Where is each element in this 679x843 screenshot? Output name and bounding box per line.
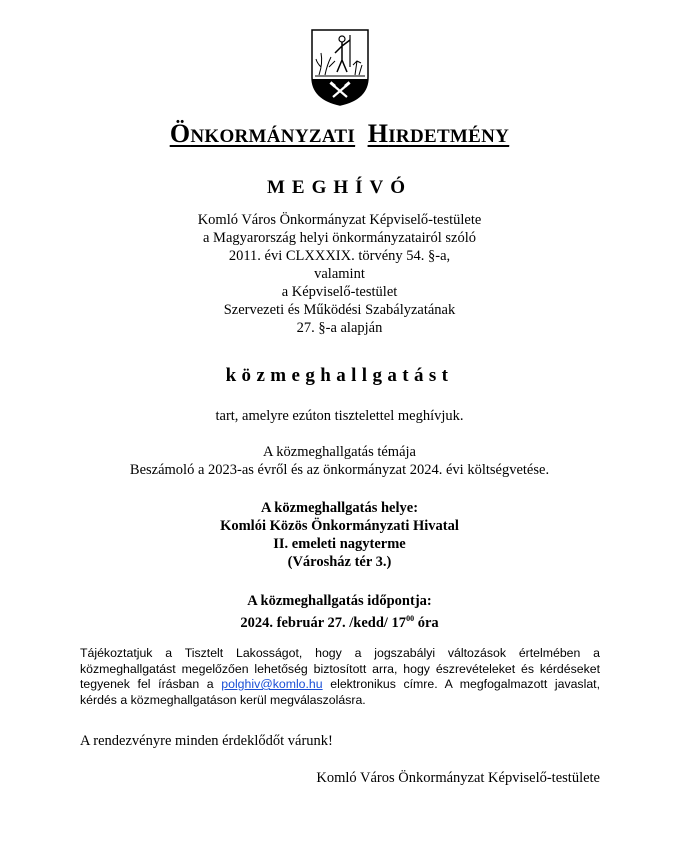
- komlo-coat-of-arms-icon: [309, 27, 371, 107]
- intro-line: a Magyarország helyi önkormányzatairól szóló: [203, 230, 476, 246]
- topic-block: [0, 443, 679, 479]
- location-line: (Városház tér 3.): [287, 554, 392, 570]
- public-hearing-heading: közmeghallgatást: [225, 365, 454, 386]
- intro-block: [0, 211, 679, 337]
- intro-line: a Képviselő-testület: [281, 284, 398, 300]
- time-value: 2024. február 27. /kedd/ $17^{00}$ óra: [240, 614, 439, 631]
- page-title: ÖNKORMÁNYZATI HIRDETMÉNY: [169, 119, 510, 148]
- intro-line: 2011. évi CLXXXIX. törvény 54. §-a,: [228, 248, 451, 264]
- topic-text: Beszámoló a 2023-as évről és az önkormányzat 2024. évi költségvetése.: [129, 462, 550, 478]
- time-heading: A közmeghallgatás időpontja:: [247, 593, 432, 609]
- intro-line: Szervezeti és Működési Szabályzatának: [223, 302, 456, 318]
- invite-line: A rendezvényre minden érdeklődőt várunk!: [80, 733, 333, 749]
- signature: Komló Város Önkormányzat Képviselő-testülete: [316, 770, 600, 786]
- topic-heading: A közmeghallgatás témája: [262, 444, 416, 460]
- location-line: Komlói Közös Önkormányzati Hivatal: [220, 518, 459, 534]
- location-block: [0, 499, 679, 571]
- intro-line: valamint: [314, 266, 365, 282]
- invitation-heading: MEGHÍVÓ: [266, 177, 413, 198]
- intro-line: 27. §-a alapján: [296, 320, 383, 336]
- intro-line: Komló Város Önkormányzat Képviselő-testülete: [197, 212, 482, 228]
- time-block: [0, 592, 679, 632]
- location-line: II. emeleti nagyterme: [273, 536, 406, 552]
- invitation-sentence: tart, amelyre ezúton tisztelettel meghívjuk.: [215, 408, 464, 424]
- location-heading: A közmeghallgatás helye:: [260, 500, 419, 516]
- info-paragraph: Tájékoztatjuk a Tisztelt Lakosságot, hogy a jogszabályi változások értelmében a közmeghallgatást megelőzően lehetőség biztosított arra, hogy észrevételeket és kérdéseket tegyenek fel írásban a polghiv@komlo.hu elektronikus címre. A megfogalmazott javaslat, kérdés a közmeghallgatáson kerül megválaszolásra.: [80, 646, 600, 707]
- email-link[interactable]: polghiv@komlo.hu: [221, 677, 323, 691]
